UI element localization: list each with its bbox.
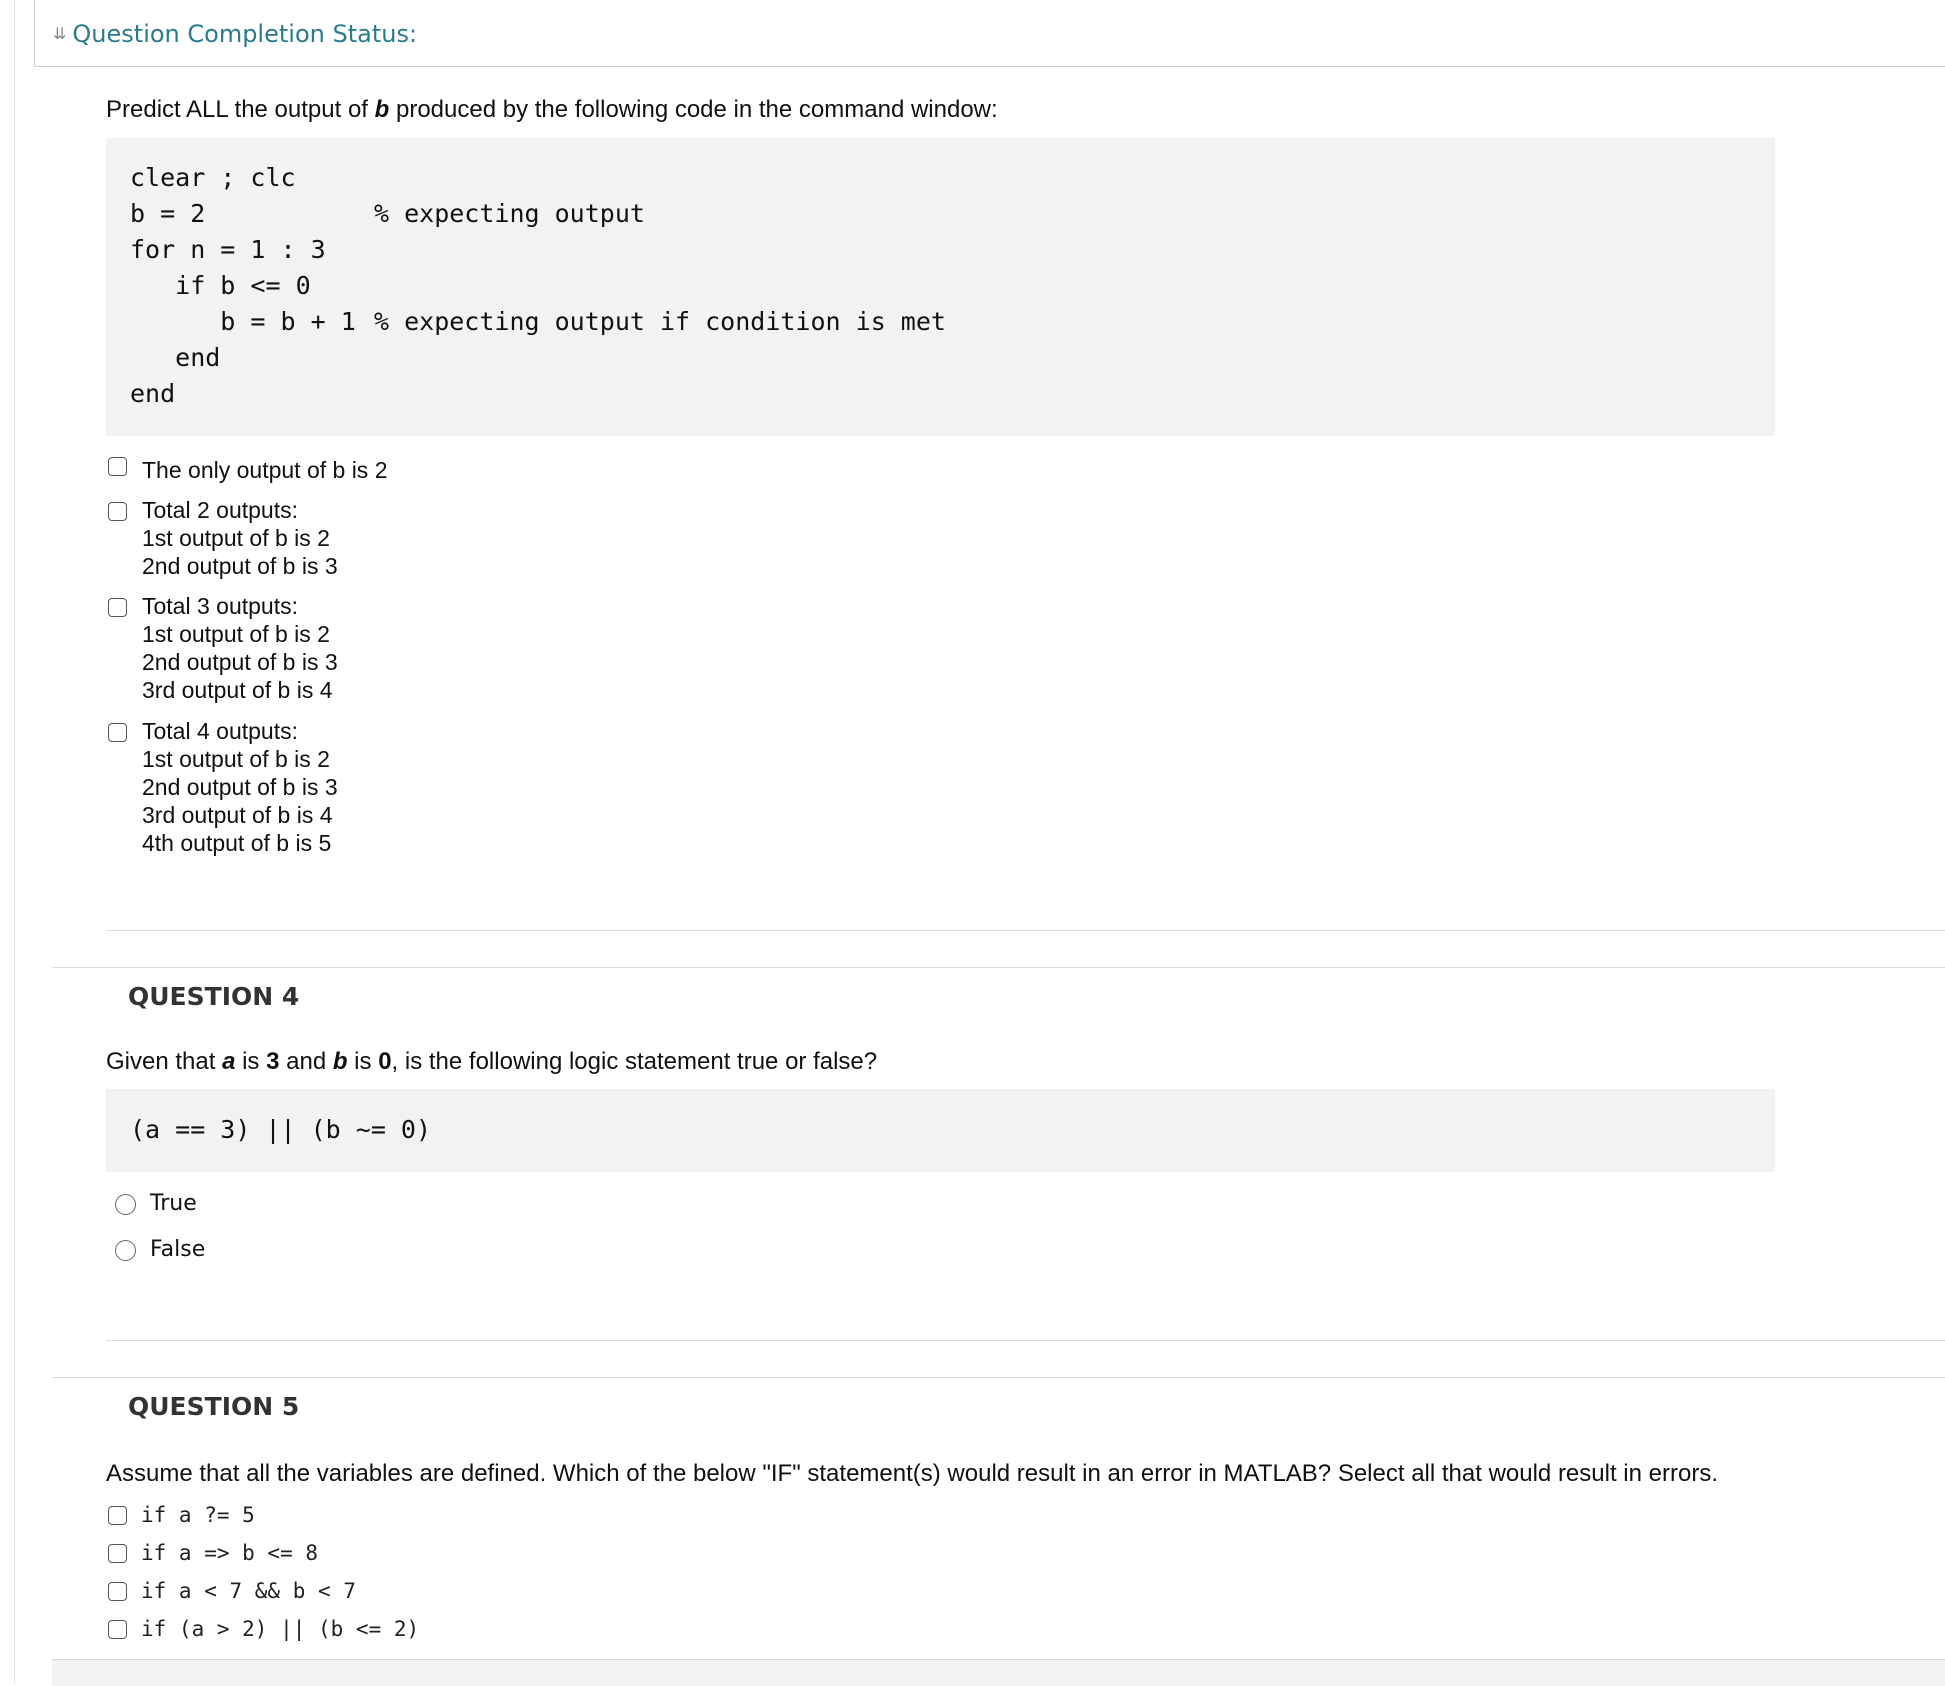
question-5-prompt: Assume that all the variables are defined. Which of the below "IF" statement(s) would result in an error in MATLAB? Select all that would result in errors. [106, 1460, 1718, 1487]
code-comment: % expecting output [374, 199, 645, 228]
option-label: True [150, 1191, 197, 1216]
status-label: Question Completion Status: [72, 20, 418, 48]
checkbox[interactable] [108, 598, 127, 617]
question-4-prompt: Given that a is 3 and b is 0, is the following logic statement true or false? [106, 1048, 878, 1075]
question-completion-status-bar [34, 0, 1945, 67]
option-label: Total 3 outputs: 1st output of b is 2 2nd output of b is 3 3rd output of b is 4 [142, 593, 338, 703]
checkbox[interactable] [108, 1582, 127, 1601]
left-border [14, 0, 15, 1685]
code-line: end [130, 343, 221, 372]
question-5-heading: QUESTION 5 [128, 1392, 300, 1421]
question-5-option-4[interactable] [108, 1617, 419, 1641]
checkbox[interactable] [108, 1544, 127, 1563]
divider [106, 930, 1945, 931]
question-5-option-2[interactable] [108, 1541, 318, 1565]
code-comment: % expecting output if condition is met [374, 307, 946, 336]
question-3-option-1[interactable] [108, 456, 388, 484]
prompt-text: Predict ALL the output of [106, 96, 375, 123]
code-line: end [130, 379, 176, 408]
code-line: clear ; clc [130, 163, 296, 192]
checkbox[interactable] [108, 502, 127, 521]
code-line: for n = 1 : 3 [130, 235, 326, 264]
checkbox[interactable] [108, 457, 127, 476]
question-3-option-4[interactable] [108, 717, 338, 857]
divider [52, 1377, 1945, 1378]
option-label: if a < 7 && b < 7 [141, 1579, 356, 1603]
radio-button[interactable] [115, 1240, 136, 1261]
option-label: False [150, 1237, 206, 1262]
checkbox[interactable] [108, 723, 127, 742]
question-3-option-2[interactable] [108, 496, 338, 580]
code-line: b = 2 [130, 199, 206, 228]
checkbox[interactable] [108, 1506, 127, 1525]
question-5-option-1[interactable] [108, 1503, 255, 1527]
option-label: Total 2 outputs: 1st output of b is 2 2nd output of b is 3 [142, 497, 338, 579]
question-completion-status-toggle[interactable] [53, 20, 417, 48]
divider [52, 967, 1945, 968]
option-label: Total 4 outputs: 1st output of b is 2 2nd output of b is 3 3rd output of b is 4 4th output of b is 5 [142, 718, 338, 856]
question-4-code-block [106, 1089, 1775, 1172]
code-line: if b <= 0 [130, 271, 311, 300]
option-label: if (a > 2) || (b <= 2) [141, 1617, 420, 1641]
bottom-footer-bar [52, 1659, 1945, 1686]
code-line: (a == 3) || (b ~= 0) [130, 1115, 432, 1144]
question-4-option-true[interactable] [115, 1190, 197, 1218]
question-3-code-block [106, 138, 1775, 436]
option-label: The only output of b is 2 [142, 457, 388, 483]
option-label: if a ?= 5 [141, 1503, 255, 1527]
option-label: if a => b <= 8 [141, 1541, 319, 1565]
question-4-option-false[interactable] [115, 1236, 205, 1264]
prompt-text: produced by the following code in the command window: [389, 96, 998, 123]
prompt-variable: b [374, 96, 390, 123]
chevron-down-icon: ⇊ [53, 24, 67, 43]
checkbox[interactable] [108, 1620, 127, 1639]
question-3-prompt [106, 96, 998, 124]
code-line: b = b + 1 [130, 307, 356, 336]
question-4-heading: QUESTION 4 [128, 982, 300, 1011]
divider [106, 1340, 1945, 1341]
radio-button[interactable] [115, 1194, 136, 1215]
question-3-option-3[interactable] [108, 592, 338, 704]
question-5-option-3[interactable] [108, 1579, 356, 1603]
